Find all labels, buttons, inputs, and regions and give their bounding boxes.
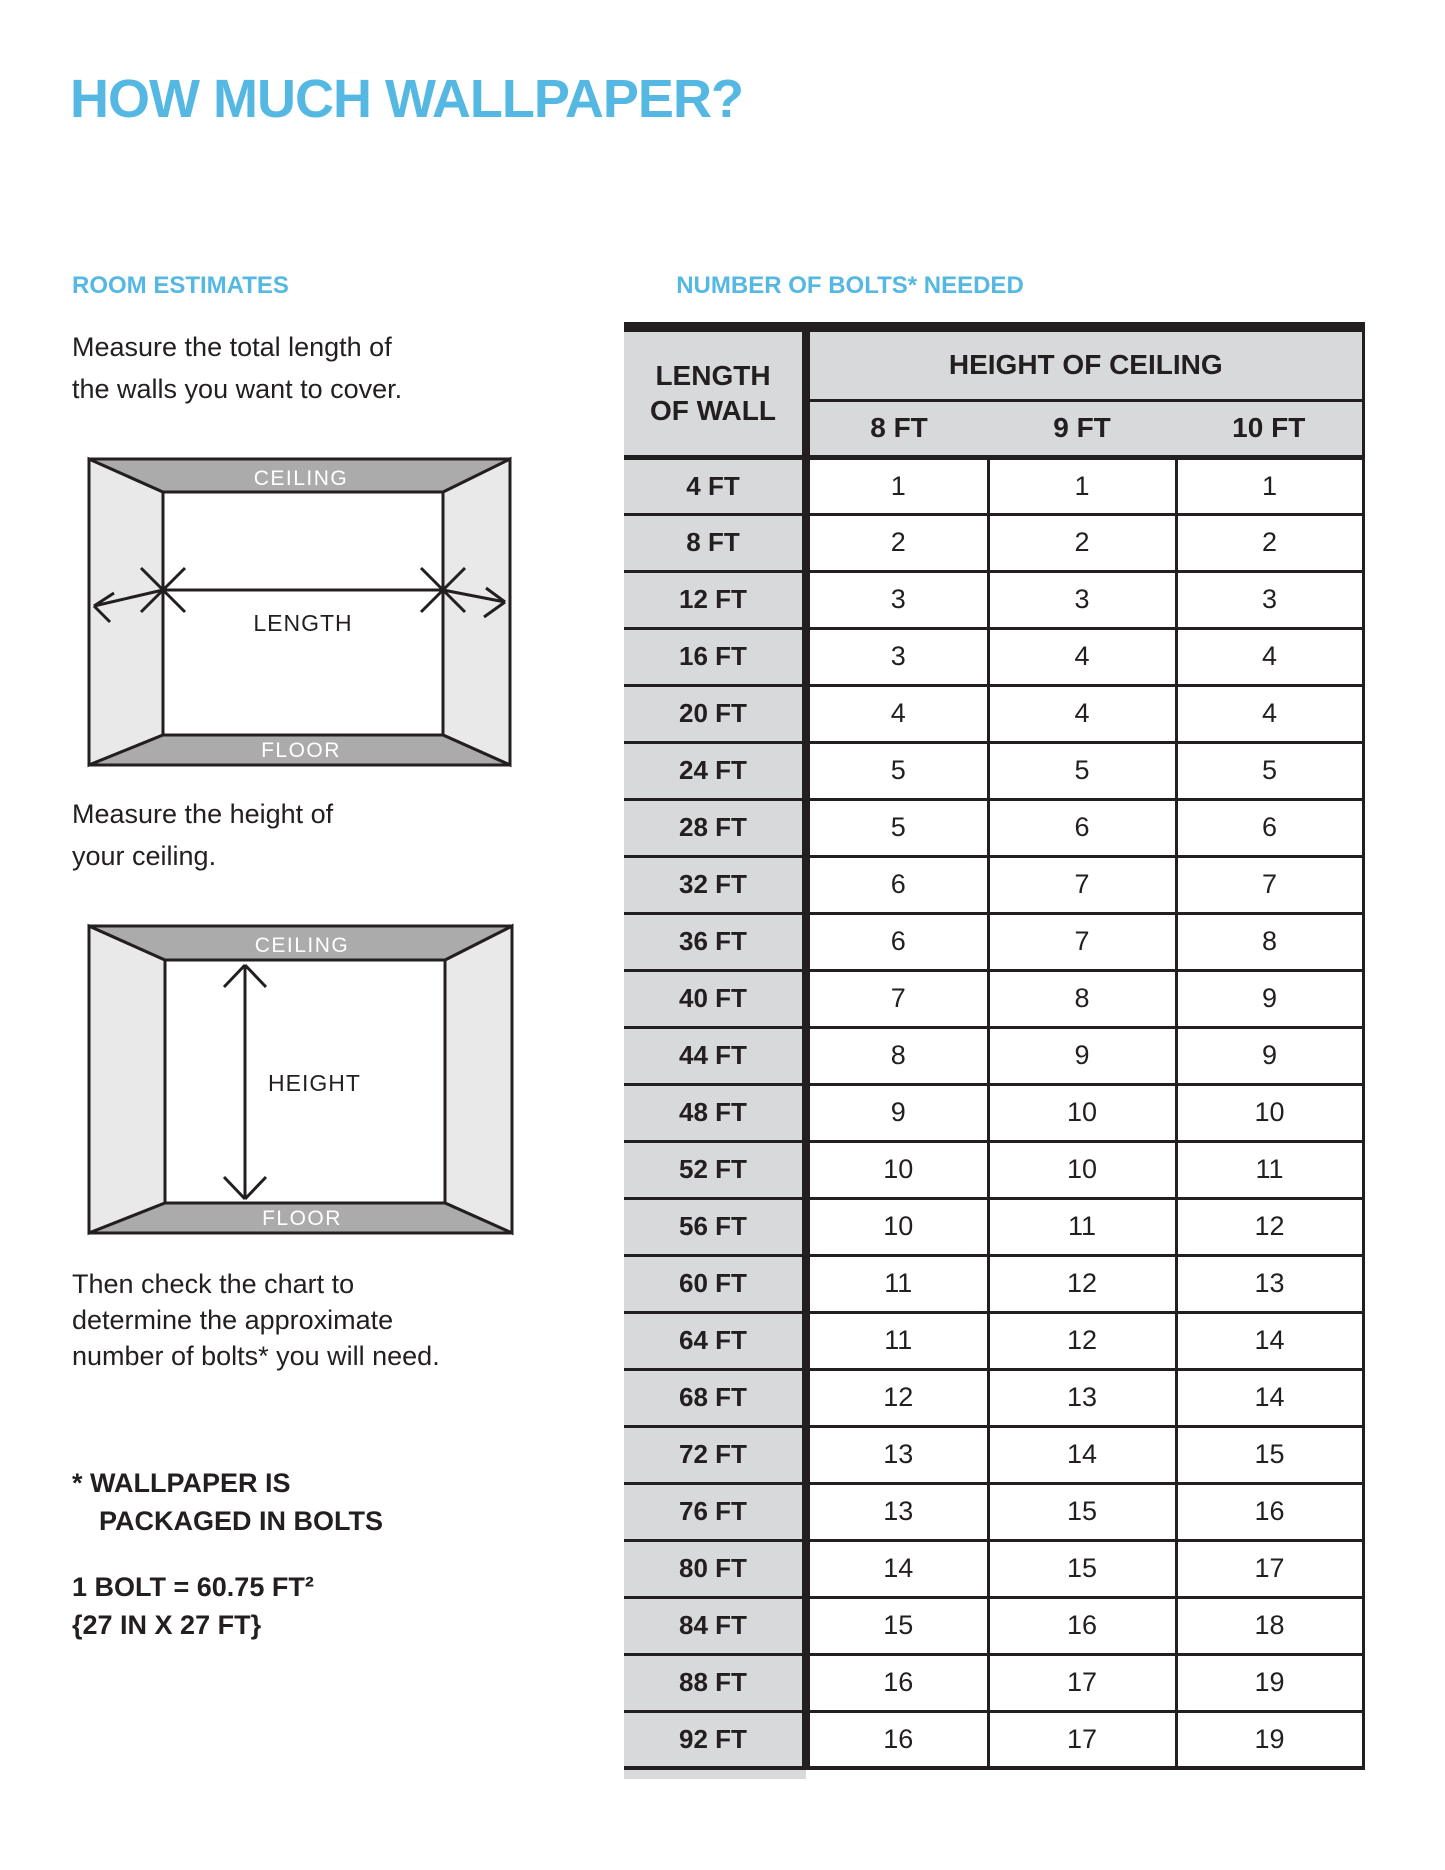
wall-length-cell: 24 FT: [624, 742, 806, 799]
wall-length-cell: 76 FT: [624, 1483, 806, 1540]
bolt-count-cell: 3: [806, 628, 988, 685]
bolt-size-line: 1 BOLT = 60.75 FT²: [72, 1572, 314, 1602]
bolts-needed-table: [624, 322, 1365, 1770]
bolt-count-cell: 10: [1176, 1084, 1363, 1141]
bolt-count-cell: 5: [988, 742, 1176, 799]
bolt-count-cell: 14: [1176, 1369, 1363, 1426]
wall-length-cell: 8 FT: [624, 514, 806, 571]
section-heading-bolts-needed: NUMBER OF BOLTS* NEEDED: [676, 272, 1024, 299]
wall-length-cell: 32 FT: [624, 856, 806, 913]
bolt-count-cell: 10: [806, 1198, 988, 1255]
floor-label: FLOOR: [261, 739, 341, 762]
bolt-count-cell: 6: [806, 913, 988, 970]
instruction-line: Then check the chart to: [72, 1269, 355, 1299]
table-row: [624, 1597, 1363, 1654]
bolt-count-cell: 16: [806, 1711, 988, 1768]
wall-length-cell: 88 FT: [624, 1654, 806, 1711]
bolt-count-cell: 6: [1176, 799, 1363, 856]
room-height-diagram: [86, 923, 515, 1236]
bolt-count-cell: 7: [988, 856, 1176, 913]
table-row: [624, 1141, 1363, 1198]
bolt-count-cell: 2: [1176, 514, 1363, 571]
table-row: [624, 628, 1363, 685]
bolt-count-cell: 14: [1176, 1312, 1363, 1369]
height-label: HEIGHT: [268, 1070, 361, 1096]
bolt-count-cell: 11: [806, 1312, 988, 1369]
bolt-count-cell: 4: [1176, 628, 1363, 685]
wall-length-cell: 20 FT: [624, 685, 806, 742]
instruction-check-chart: [72, 1266, 440, 1374]
page-title: HOW MUCH WALLPAPER?: [70, 69, 743, 129]
bolt-count-cell: 11: [806, 1255, 988, 1312]
bolts-table: [624, 322, 1365, 1779]
table-row: [624, 685, 1363, 742]
wall-length-cell: 28 FT: [624, 799, 806, 856]
bolt-count-cell: 9: [1176, 1027, 1363, 1084]
bolt-count-cell: 12: [806, 1369, 988, 1426]
table-row: [624, 1369, 1363, 1426]
bolt-count-cell: 7: [1176, 856, 1363, 913]
instruction-line: determine the approximate: [72, 1305, 394, 1335]
header-line: LENGTH: [655, 360, 771, 392]
table-row: [624, 1426, 1363, 1483]
bolt-count-cell: 6: [806, 856, 988, 913]
instruction-line: the walls you want to cover.: [72, 374, 403, 404]
table-row: [624, 1312, 1363, 1369]
bolt-count-cell: 9: [1176, 970, 1363, 1027]
table-row: [624, 1711, 1363, 1768]
bolt-count-cell: 10: [988, 1141, 1176, 1198]
bolt-count-cell: 14: [988, 1426, 1176, 1483]
length-of-wall-header: [624, 327, 806, 457]
bolt-size-line: {27 IN X 27 FT}: [72, 1610, 262, 1640]
bolt-count-cell: 1: [1176, 457, 1363, 514]
wall-length-cell: 52 FT: [624, 1141, 806, 1198]
bolt-count-cell: 15: [988, 1540, 1176, 1597]
footnote-line: * WALLPAPER IS: [72, 1468, 291, 1498]
table-row: [624, 1084, 1363, 1141]
footnote-line: PACKAGED IN BOLTS: [99, 1506, 384, 1536]
bolt-count-cell: 19: [1176, 1711, 1363, 1768]
bolt-count-cell: 9: [806, 1084, 988, 1141]
bolt-count-cell: 12: [988, 1312, 1176, 1369]
bolt-count-cell: 3: [806, 571, 988, 628]
wall-length-cell: 12 FT: [624, 571, 806, 628]
bolt-count-cell: 12: [988, 1255, 1176, 1312]
bolt-count-cell: 12: [1176, 1198, 1363, 1255]
bolt-count-cell: 19: [1176, 1654, 1363, 1711]
wall-length-cell: 44 FT: [624, 1027, 806, 1084]
instruction-line: Measure the height of: [72, 799, 334, 829]
bolt-count-cell: 4: [1176, 685, 1363, 742]
length-label: LENGTH: [253, 610, 353, 636]
bolt-count-cell: 4: [988, 628, 1176, 685]
instruction-line: Measure the total length of: [72, 332, 392, 362]
table-footer-tab: [624, 1770, 806, 1779]
bolt-count-cell: 8: [806, 1027, 988, 1084]
instruction-line: your ceiling.: [72, 841, 217, 871]
bolt-count-cell: 16: [806, 1654, 988, 1711]
bolt-count-cell: 1: [988, 457, 1176, 514]
bolt-count-cell: 6: [988, 799, 1176, 856]
bolt-size-note: [72, 1568, 314, 1644]
bolt-count-cell: 4: [806, 685, 988, 742]
bolt-count-cell: 11: [1176, 1141, 1363, 1198]
bolt-count-cell: 17: [988, 1711, 1176, 1768]
bolt-count-cell: 15: [1176, 1426, 1363, 1483]
bolt-count-cell: 8: [988, 970, 1176, 1027]
table-row: [624, 970, 1363, 1027]
ceiling-height-9ft-header: 9 FT: [988, 400, 1176, 457]
right-wall-panel: [445, 926, 512, 1233]
bolt-count-cell: 7: [988, 913, 1176, 970]
wall-length-cell: 60 FT: [624, 1255, 806, 1312]
bolt-count-cell: 18: [1176, 1597, 1363, 1654]
bolts-table-body: [624, 457, 1363, 1768]
wall-length-cell: 48 FT: [624, 1084, 806, 1141]
section-heading-room-estimates: ROOM ESTIMATES: [72, 272, 289, 299]
room-length-diagram: [86, 456, 513, 768]
bolt-count-cell: 13: [806, 1483, 988, 1540]
bolt-count-cell: 5: [1176, 742, 1363, 799]
wall-length-cell: 80 FT: [624, 1540, 806, 1597]
bolt-count-cell: 16: [988, 1597, 1176, 1654]
instruction-line: number of bolts* you will need.: [72, 1341, 440, 1371]
bolt-count-cell: 3: [988, 571, 1176, 628]
bolt-count-cell: 8: [1176, 913, 1363, 970]
table-row: [624, 571, 1363, 628]
instruction-measure-height: [72, 793, 333, 877]
bolt-count-cell: 2: [988, 514, 1176, 571]
table-row: [624, 1654, 1363, 1711]
bolt-count-cell: 4: [988, 685, 1176, 742]
wall-length-cell: 64 FT: [624, 1312, 806, 1369]
table-row: [624, 1027, 1363, 1084]
bolt-count-cell: 11: [988, 1198, 1176, 1255]
ceiling-label: CEILING: [253, 467, 349, 490]
wall-length-cell: 68 FT: [624, 1369, 806, 1426]
bolt-count-cell: 3: [1176, 571, 1363, 628]
table-row: [624, 742, 1363, 799]
bolt-count-cell: 15: [988, 1483, 1176, 1540]
bolt-count-cell: 14: [806, 1540, 988, 1597]
ceiling-height-8ft-header: 8 FT: [806, 400, 988, 457]
bolt-count-cell: 17: [1176, 1540, 1363, 1597]
wall-length-cell: 40 FT: [624, 970, 806, 1027]
ceiling-label: CEILING: [254, 934, 350, 957]
bolt-count-cell: 13: [806, 1426, 988, 1483]
bolt-count-cell: 16: [1176, 1483, 1363, 1540]
bolt-count-cell: 13: [1176, 1255, 1363, 1312]
wall-length-cell: 92 FT: [624, 1711, 806, 1768]
wall-length-cell: 16 FT: [624, 628, 806, 685]
wall-length-cell: 84 FT: [624, 1597, 806, 1654]
table-row: [624, 1483, 1363, 1540]
bolt-count-cell: 15: [806, 1597, 988, 1654]
bolt-count-cell: 13: [988, 1369, 1176, 1426]
bolt-count-cell: 5: [806, 799, 988, 856]
instruction-measure-length: [72, 326, 402, 410]
bolt-count-cell: 7: [806, 970, 988, 1027]
bolts-packaging-footnote: [72, 1464, 383, 1540]
wall-length-cell: 56 FT: [624, 1198, 806, 1255]
table-row: [624, 856, 1363, 913]
bolt-count-cell: 1: [806, 457, 988, 514]
bolt-count-cell: 10: [806, 1141, 988, 1198]
bolt-count-cell: 10: [988, 1084, 1176, 1141]
table-row: [624, 457, 1363, 514]
table-row: [624, 1198, 1363, 1255]
wall-length-cell: 36 FT: [624, 913, 806, 970]
header-line: OF WALL: [650, 395, 776, 427]
floor-label: FLOOR: [262, 1207, 342, 1230]
ceiling-height-10ft-header: 10 FT: [1176, 400, 1363, 457]
left-wall-panel: [89, 926, 165, 1233]
table-row: [624, 1255, 1363, 1312]
bolt-count-cell: 9: [988, 1027, 1176, 1084]
table-row: [624, 913, 1363, 970]
table-row: [624, 1540, 1363, 1597]
table-row: [624, 514, 1363, 571]
height-of-ceiling-header: HEIGHT OF CEILING: [806, 327, 1363, 400]
wall-length-cell: 72 FT: [624, 1426, 806, 1483]
bolt-count-cell: 2: [806, 514, 988, 571]
wall-length-cell: 4 FT: [624, 457, 806, 514]
bolt-count-cell: 5: [806, 742, 988, 799]
bolt-count-cell: 17: [988, 1654, 1176, 1711]
table-row: [624, 799, 1363, 856]
right-wall-panel: [443, 459, 510, 765]
